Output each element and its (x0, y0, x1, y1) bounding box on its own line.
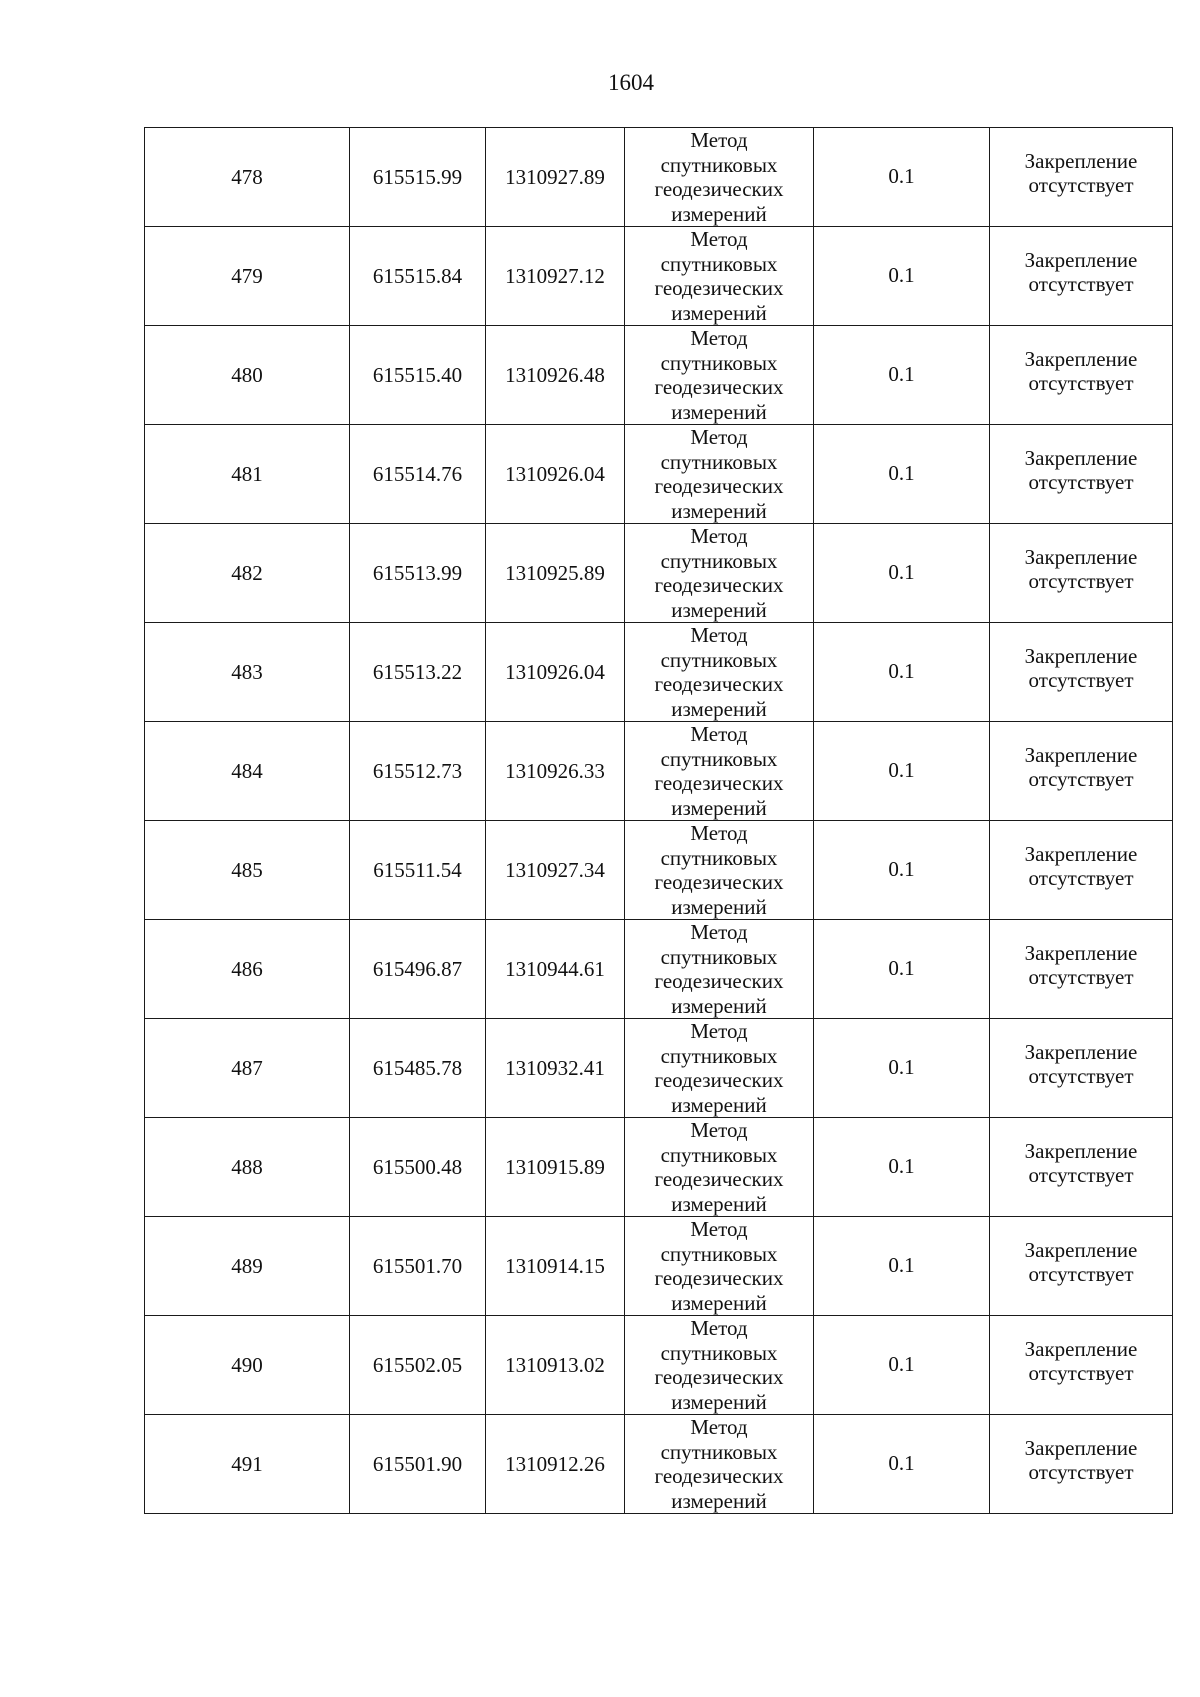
y-coordinate-cell: 1310915.89 (486, 1118, 625, 1217)
method-text-line: измерений (671, 1290, 767, 1315)
method-cell (625, 722, 814, 821)
fixation-cell (990, 1019, 1173, 1118)
accuracy-cell: 0.1 (814, 524, 990, 623)
method-text-line: геодезических (654, 771, 784, 795)
method-cell (625, 1415, 814, 1514)
table-row (145, 1118, 1173, 1217)
method-cell (625, 128, 814, 227)
x-coordinate-cell: 615502.05 (350, 1316, 486, 1415)
accuracy-cell: 0.1 (814, 1217, 990, 1316)
fixation-text-line: Закрепление (1024, 1139, 1138, 1163)
method-text-line: спутниковых (660, 746, 778, 771)
x-coordinate-cell: 615485.78 (350, 1019, 486, 1118)
method-text-line: спутниковых (660, 1142, 778, 1167)
method-text-line: спутниковых (660, 350, 778, 375)
coordinates-table-body (145, 128, 1173, 1514)
method-text-line: Метод (690, 227, 748, 251)
y-coordinate-cell: 1310944.61 (486, 920, 625, 1019)
fixation-cell (990, 623, 1173, 722)
fixation-text-line: отсутствует (1028, 470, 1134, 494)
y-coordinate-cell: 1310913.02 (486, 1316, 625, 1415)
method-text-line: спутниковых (660, 944, 778, 969)
method-text-line: измерений (671, 894, 767, 919)
fixation-text-line: отсутствует (1028, 767, 1134, 791)
accuracy-cell: 0.1 (814, 1316, 990, 1415)
fixation-text-line: Закрепление (1024, 446, 1138, 470)
point-number-cell: 482 (145, 524, 350, 623)
method-text-line: спутниковых (660, 152, 778, 177)
accuracy-cell: 0.1 (814, 623, 990, 722)
method-text-line: измерений (671, 597, 767, 622)
method-cell (625, 425, 814, 524)
y-coordinate-cell: 1310927.12 (486, 227, 625, 326)
method-text-line: спутниковых (660, 1340, 778, 1365)
method-text-line: спутниковых (660, 1439, 778, 1464)
point-number-cell: 487 (145, 1019, 350, 1118)
method-text-line: геодезических (654, 1068, 784, 1092)
point-number-cell: 489 (145, 1217, 350, 1316)
point-number-cell: 491 (145, 1415, 350, 1514)
method-cell (625, 821, 814, 920)
method-text-line: спутниковых (660, 1241, 778, 1266)
accuracy-cell: 0.1 (814, 326, 990, 425)
fixation-text-line: отсутствует (1028, 965, 1134, 989)
method-text-line: спутниковых (660, 1043, 778, 1068)
table-row (145, 1217, 1173, 1316)
accuracy-cell: 0.1 (814, 1118, 990, 1217)
accuracy-cell: 0.1 (814, 722, 990, 821)
method-cell (625, 227, 814, 326)
method-text-line: Метод (690, 920, 748, 944)
method-text-line: Метод (690, 326, 748, 350)
method-text-line: Метод (690, 1415, 748, 1439)
y-coordinate-cell: 1310925.89 (486, 524, 625, 623)
table-row (145, 425, 1173, 524)
point-number-cell: 490 (145, 1316, 350, 1415)
method-text-line: измерений (671, 1092, 767, 1117)
table-row (145, 623, 1173, 722)
method-text-line: измерений (671, 993, 767, 1018)
fixation-text-line: отсутствует (1028, 668, 1134, 692)
fixation-cell (990, 1415, 1173, 1514)
fixation-text-line: Закрепление (1024, 248, 1138, 272)
method-text-line: измерений (671, 1191, 767, 1216)
accuracy-cell: 0.1 (814, 920, 990, 1019)
x-coordinate-cell: 615513.99 (350, 524, 486, 623)
point-number-cell: 479 (145, 227, 350, 326)
method-text-line: геодезических (654, 474, 784, 498)
accuracy-cell: 0.1 (814, 128, 990, 227)
x-coordinate-cell: 615515.84 (350, 227, 486, 326)
fixation-text-line: Закрепление (1024, 1436, 1138, 1460)
y-coordinate-cell: 1310927.89 (486, 128, 625, 227)
y-coordinate-cell: 1310914.15 (486, 1217, 625, 1316)
fixation-text-line: Закрепление (1024, 149, 1138, 173)
fixation-cell (990, 128, 1173, 227)
fixation-cell (990, 821, 1173, 920)
fixation-text-line: отсутствует (1028, 173, 1134, 197)
method-text-line: геодезических (654, 177, 784, 201)
method-text-line: измерений (671, 1389, 767, 1414)
point-number-cell: 481 (145, 425, 350, 524)
x-coordinate-cell: 615501.70 (350, 1217, 486, 1316)
method-text-line: Метод (690, 425, 748, 449)
x-coordinate-cell: 615501.90 (350, 1415, 486, 1514)
method-cell (625, 623, 814, 722)
fixation-text-line: Закрепление (1024, 1040, 1138, 1064)
point-number-cell: 483 (145, 623, 350, 722)
fixation-text-line: отсутствует (1028, 569, 1134, 593)
table-row (145, 326, 1173, 425)
fixation-text-line: отсутствует (1028, 1460, 1134, 1484)
y-coordinate-cell: 1310926.33 (486, 722, 625, 821)
method-text-line: Метод (690, 128, 748, 152)
fixation-cell (990, 425, 1173, 524)
y-coordinate-cell: 1310932.41 (486, 1019, 625, 1118)
table-row (145, 524, 1173, 623)
accuracy-cell: 0.1 (814, 1415, 990, 1514)
method-text-line: измерений (671, 795, 767, 820)
fixation-text-line: Закрепление (1024, 941, 1138, 965)
method-text-line: Метод (690, 1316, 748, 1340)
method-cell (625, 1118, 814, 1217)
table-row (145, 227, 1173, 326)
method-text-line: измерений (671, 1488, 767, 1513)
method-cell (625, 1019, 814, 1118)
method-text-line: геодезических (654, 672, 784, 696)
method-cell (625, 1316, 814, 1415)
table-row (145, 1316, 1173, 1415)
method-text-line: геодезических (654, 1266, 784, 1290)
method-text-line: Метод (690, 1019, 748, 1043)
fixation-text-line: отсутствует (1028, 272, 1134, 296)
fixation-text-line: Закрепление (1024, 1337, 1138, 1361)
point-number-cell: 488 (145, 1118, 350, 1217)
method-text-line: Метод (690, 1118, 748, 1142)
accuracy-cell: 0.1 (814, 1019, 990, 1118)
fixation-text-line: Закрепление (1024, 1238, 1138, 1262)
table-row (145, 722, 1173, 821)
method-text-line: геодезических (654, 969, 784, 993)
method-text-line: Метод (690, 623, 748, 647)
point-number-cell: 485 (145, 821, 350, 920)
point-number-cell: 486 (145, 920, 350, 1019)
method-text-line: измерений (671, 201, 767, 226)
x-coordinate-cell: 615496.87 (350, 920, 486, 1019)
method-text-line: Метод (690, 722, 748, 746)
method-text-line: измерений (671, 300, 767, 325)
fixation-text-line: Закрепление (1024, 644, 1138, 668)
fixation-text-line: отсутствует (1028, 1262, 1134, 1286)
method-cell (625, 326, 814, 425)
x-coordinate-cell: 615514.76 (350, 425, 486, 524)
table-row (145, 128, 1173, 227)
accuracy-cell: 0.1 (814, 227, 990, 326)
method-text-line: спутниковых (660, 251, 778, 276)
x-coordinate-cell: 615511.54 (350, 821, 486, 920)
method-text-line: Метод (690, 524, 748, 548)
method-text-line: геодезических (654, 1365, 784, 1389)
method-text-line: геодезических (654, 573, 784, 597)
fixation-text-line: Закрепление (1024, 842, 1138, 866)
table-row (145, 1415, 1173, 1514)
coordinates-table (144, 127, 1173, 1514)
fixation-cell (990, 326, 1173, 425)
table-row (145, 821, 1173, 920)
fixation-text-line: Закрепление (1024, 347, 1138, 371)
method-cell (625, 920, 814, 1019)
fixation-cell (990, 722, 1173, 821)
y-coordinate-cell: 1310912.26 (486, 1415, 625, 1514)
method-text-line: Метод (690, 821, 748, 845)
fixation-text-line: отсутствует (1028, 371, 1134, 395)
y-coordinate-cell: 1310927.34 (486, 821, 625, 920)
method-text-line: спутниковых (660, 647, 778, 672)
method-text-line: измерений (671, 399, 767, 424)
point-number-cell: 484 (145, 722, 350, 821)
x-coordinate-cell: 615515.99 (350, 128, 486, 227)
method-text-line: Метод (690, 1217, 748, 1241)
method-text-line: измерений (671, 696, 767, 721)
x-coordinate-cell: 615515.40 (350, 326, 486, 425)
fixation-text-line: отсутствует (1028, 1064, 1134, 1088)
table-row (145, 1019, 1173, 1118)
fixation-cell (990, 1217, 1173, 1316)
y-coordinate-cell: 1310926.48 (486, 326, 625, 425)
fixation-text-line: Закрепление (1024, 743, 1138, 767)
fixation-cell (990, 227, 1173, 326)
method-cell (625, 524, 814, 623)
method-text-line: геодезических (654, 276, 784, 300)
method-text-line: геодезических (654, 1464, 784, 1488)
method-text-line: геодезических (654, 1167, 784, 1191)
method-text-line: спутниковых (660, 449, 778, 474)
method-text-line: геодезических (654, 375, 784, 399)
fixation-cell (990, 1316, 1173, 1415)
y-coordinate-cell: 1310926.04 (486, 623, 625, 722)
page-number: 1604 (608, 70, 654, 95)
fixation-cell (990, 920, 1173, 1019)
fixation-text-line: отсутствует (1028, 1163, 1134, 1187)
table-row (145, 920, 1173, 1019)
accuracy-cell: 0.1 (814, 821, 990, 920)
y-coordinate-cell: 1310926.04 (486, 425, 625, 524)
x-coordinate-cell: 615500.48 (350, 1118, 486, 1217)
point-number-cell: 478 (145, 128, 350, 227)
method-text-line: спутниковых (660, 845, 778, 870)
fixation-cell (990, 524, 1173, 623)
method-text-line: измерений (671, 498, 767, 523)
method-text-line: геодезических (654, 870, 784, 894)
fixation-text-line: отсутствует (1028, 1361, 1134, 1385)
x-coordinate-cell: 615513.22 (350, 623, 486, 722)
method-cell (625, 1217, 814, 1316)
point-number-cell: 480 (145, 326, 350, 425)
method-text-line: спутниковых (660, 548, 778, 573)
fixation-text-line: отсутствует (1028, 866, 1134, 890)
x-coordinate-cell: 615512.73 (350, 722, 486, 821)
accuracy-cell: 0.1 (814, 425, 990, 524)
fixation-cell (990, 1118, 1173, 1217)
fixation-text-line: Закрепление (1024, 545, 1138, 569)
